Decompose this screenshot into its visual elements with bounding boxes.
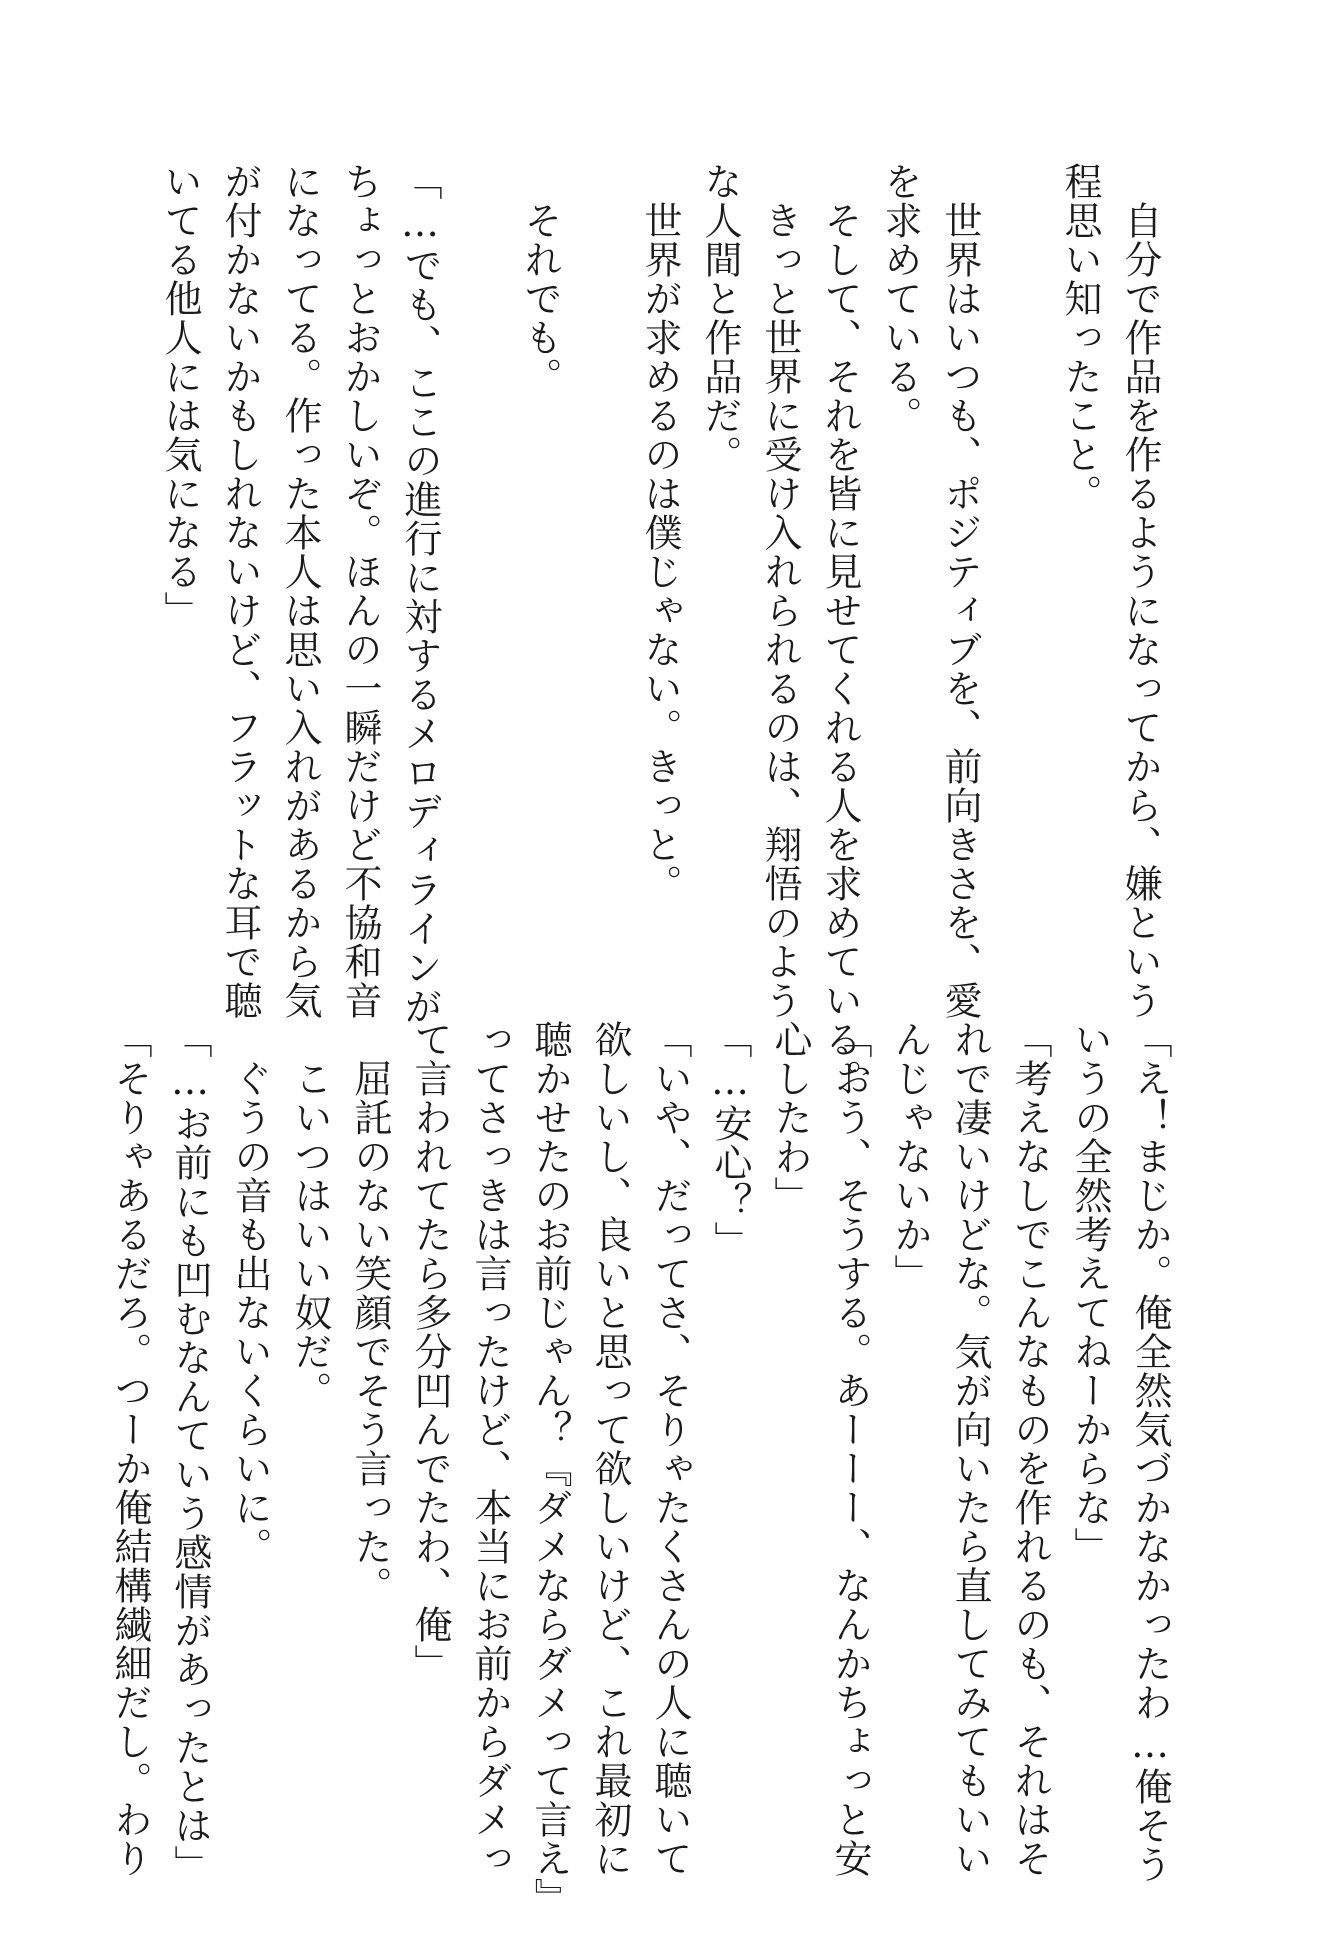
text-line: 程思い知ったこと。 bbox=[1058, 162, 1102, 513]
text-line: 「…お前にも凹むなんていう感情があったとは」 bbox=[168, 1020, 212, 1884]
text-line: 「おう、そうする。あーーー、なんかちょっと安 bbox=[828, 1020, 872, 1878]
text-line: ってさっきは言ったけど、本当にお前からダメっ bbox=[468, 1020, 512, 1878]
text-line: 「…でも、ここの進行に対するメロディラインが bbox=[398, 162, 442, 1026]
text-line: れで凄いけどな。気が向いたら直してみてもいい bbox=[948, 1020, 992, 1878]
text-line: きっと世界に受け入れられるのは、翔悟のよう bbox=[758, 162, 802, 1020]
text-line: 心したわ」 bbox=[768, 1020, 812, 1215]
text-line: を求めている。 bbox=[878, 162, 922, 435]
text-line: 世界はいつも、ポジティブを、前向きさを、愛 bbox=[938, 162, 982, 1020]
text-line: 「考えなしでこんなものを作れるのも、それはそ bbox=[1008, 1020, 1052, 1878]
text-line: ちょっとおかしいぞ。ほんの一瞬だけど不協和音 bbox=[338, 162, 382, 1020]
text-line: 聴かせたのお前じゃん？『ダメならダメって言え』 bbox=[528, 1020, 572, 1917]
text-line: になってる。作った本人は思い入れがあるから気 bbox=[278, 162, 322, 1020]
text-line: 「…安心？」 bbox=[708, 1020, 752, 1260]
text-line: 自分で作品を作るようになってから、嫌という bbox=[1118, 162, 1162, 1020]
text-line: て言われてたら多分凹んでたわ、俺」 bbox=[408, 1020, 452, 1683]
text-line: が付かないかもしれないけど、フラットな耳で聴 bbox=[218, 162, 262, 1020]
text-line: いてる他人には気になる」 bbox=[158, 162, 202, 630]
text-line: んじゃないか」 bbox=[888, 1020, 932, 1293]
text-line: こいつはいい奴だ。 bbox=[288, 1020, 332, 1410]
text-line: ぐうの音も出ないくらいに。 bbox=[228, 1020, 272, 1566]
blank-line bbox=[450, 162, 510, 952]
text-line: 「そりゃあるだろ。つーか俺結構繊細だし。わり bbox=[108, 1020, 152, 1878]
text-block-top bbox=[150, 162, 1170, 1098]
text-block-bottom bbox=[100, 1020, 1180, 1917]
blank-line bbox=[990, 162, 1050, 952]
text-line: 「え！まじか。俺全然気づかなかったわ…俺そう bbox=[1128, 1020, 1172, 1884]
text-line: な人間と作品だ。 bbox=[698, 162, 742, 474]
text-line: 世界が求めるのは僕じゃない。きっと。 bbox=[638, 162, 682, 903]
text-line: そして、それを皆に見せてくれる人を求めている。 bbox=[818, 162, 862, 1098]
text-line: 屈託のない笑顔でそう言った。 bbox=[348, 1020, 392, 1605]
text-line: 「いや、だってさ、そりゃたくさんの人に聴いて bbox=[648, 1020, 692, 1878]
blank-line bbox=[570, 162, 630, 952]
text-line: いうの全然考えてねーからな」 bbox=[1068, 1020, 1112, 1566]
text-line: それでも。 bbox=[518, 162, 562, 396]
text-line: 欲しいし、良いと思って欲しいけど、これ最初に bbox=[588, 1020, 632, 1878]
